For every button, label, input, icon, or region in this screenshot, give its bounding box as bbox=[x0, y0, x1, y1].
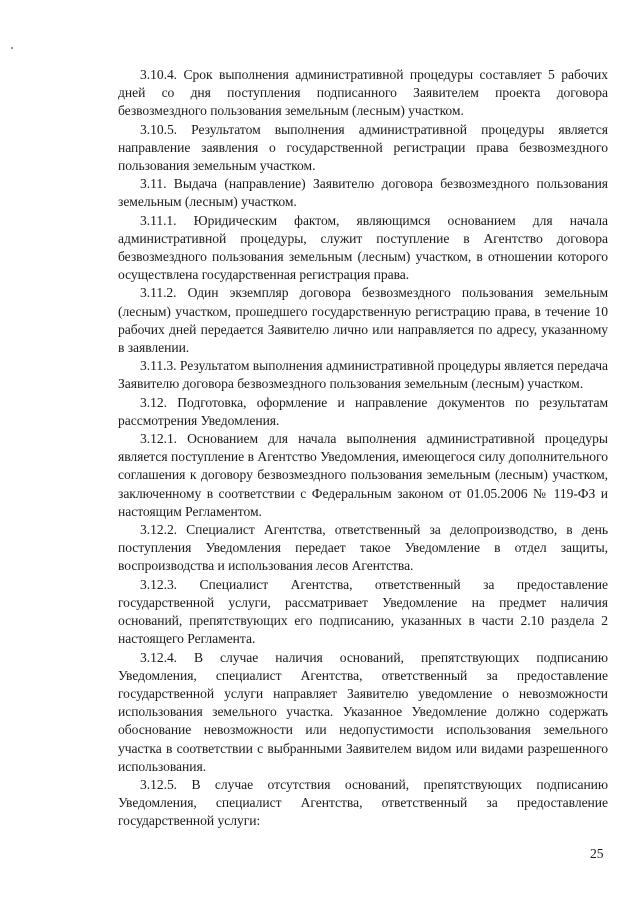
scan-margin-mark bbox=[11, 47, 13, 49]
paragraph-3-12: 3.12. Подготовка, оформление и направление документов по результатам рассмотрения Уведомления. bbox=[118, 394, 608, 428]
paragraph-3-12-1: 3.12.1. Основанием для начала выполнения административной процедуры является поступление в Агентство Уведомления, имеющегося силу дополнительного соглашения к договору безвозмездного пользования земельным (лесным) участком, заключенному в соответствии с Федеральным законом от 01.05.2006 № 119-ФЗ и настоящим Регламентом. bbox=[118, 431, 608, 519]
paragraph-3-11-2: 3.11.2. Один экземпляр договора безвозмездного пользования земельным (лесным) участком, прошедшего государственную регистрацию права, в течение 10 рабочих дней передается Заявителю лично или направляется по адресу, указанному в заявлении. bbox=[118, 285, 608, 356]
paragraph-3-12-2: 3.12.2. Специалист Агентства, ответственный за делопроизводство, в день поступления Уведомления передает такое Уведомление в отдел защиты, воспроизводства и использования лесов Агентства. bbox=[118, 522, 608, 574]
paragraph-3-12-3: 3.12.3. Специалист Агентства, ответственный за предоставление государственной услуги, рассматривает Уведомление на предмет наличия оснований, препятствующих его подписанию, указанных в части 2.10 раздела 2 настоящего Регламента. bbox=[118, 576, 608, 647]
paragraph-3-12-5: 3.12.5. В случае отсутствия оснований, препятствующих подписанию Уведомления, специалист Агентства, ответственный за предоставление государственной услуги: bbox=[118, 776, 608, 829]
document-body bbox=[118, 66, 608, 831]
paragraph-3-10-4: 3.10.4. Срок выполнения административной процедуры составляет 5 рабочих дней со дня поступления подписанного Заявителем проекта договора безвозмездного пользования земельным (лесным) участком. bbox=[118, 67, 608, 119]
paragraph-3-11-3: 3.11.3. Результатом выполнения административной процедуры является передача Заявителю договора безвозмездного пользования земельным (лесным) участком. bbox=[118, 358, 608, 392]
paragraph-3-11-1: 3.11.1. Юридическим фактом, являющимся основанием для начала административной процедуры, служит поступление в Агентство договора безвозмездного пользования земельным (лесным) участком, в отношении которого осуществлена государственная регистрация права. bbox=[118, 212, 608, 283]
paragraph-3-12-4: 3.12.4. В случае наличия оснований, препятствующих подписанию Уведомления, специалист Агентства, ответственный за предоставление государственной услуги направляет Заявителю уведомление о невозможности использования земельного участка. Указанное Уведомление должно содержать обоснование невозможности или недопустимости использования земельного участка в соответствии с выбранными Заявителем видом или видами разрешенного использования. bbox=[118, 649, 608, 774]
page-number: 25 bbox=[590, 846, 604, 861]
paragraph-3-10-5: 3.10.5. Результатом выполнения административной процедуры является направление заявления о государственной регистрации права безвозмездного пользования земельным участком. bbox=[118, 121, 608, 174]
paragraph-3-11: 3.11. Выдача (направление) Заявителю договора безвозмездного пользования земельным (лесным) участком. bbox=[118, 176, 608, 210]
